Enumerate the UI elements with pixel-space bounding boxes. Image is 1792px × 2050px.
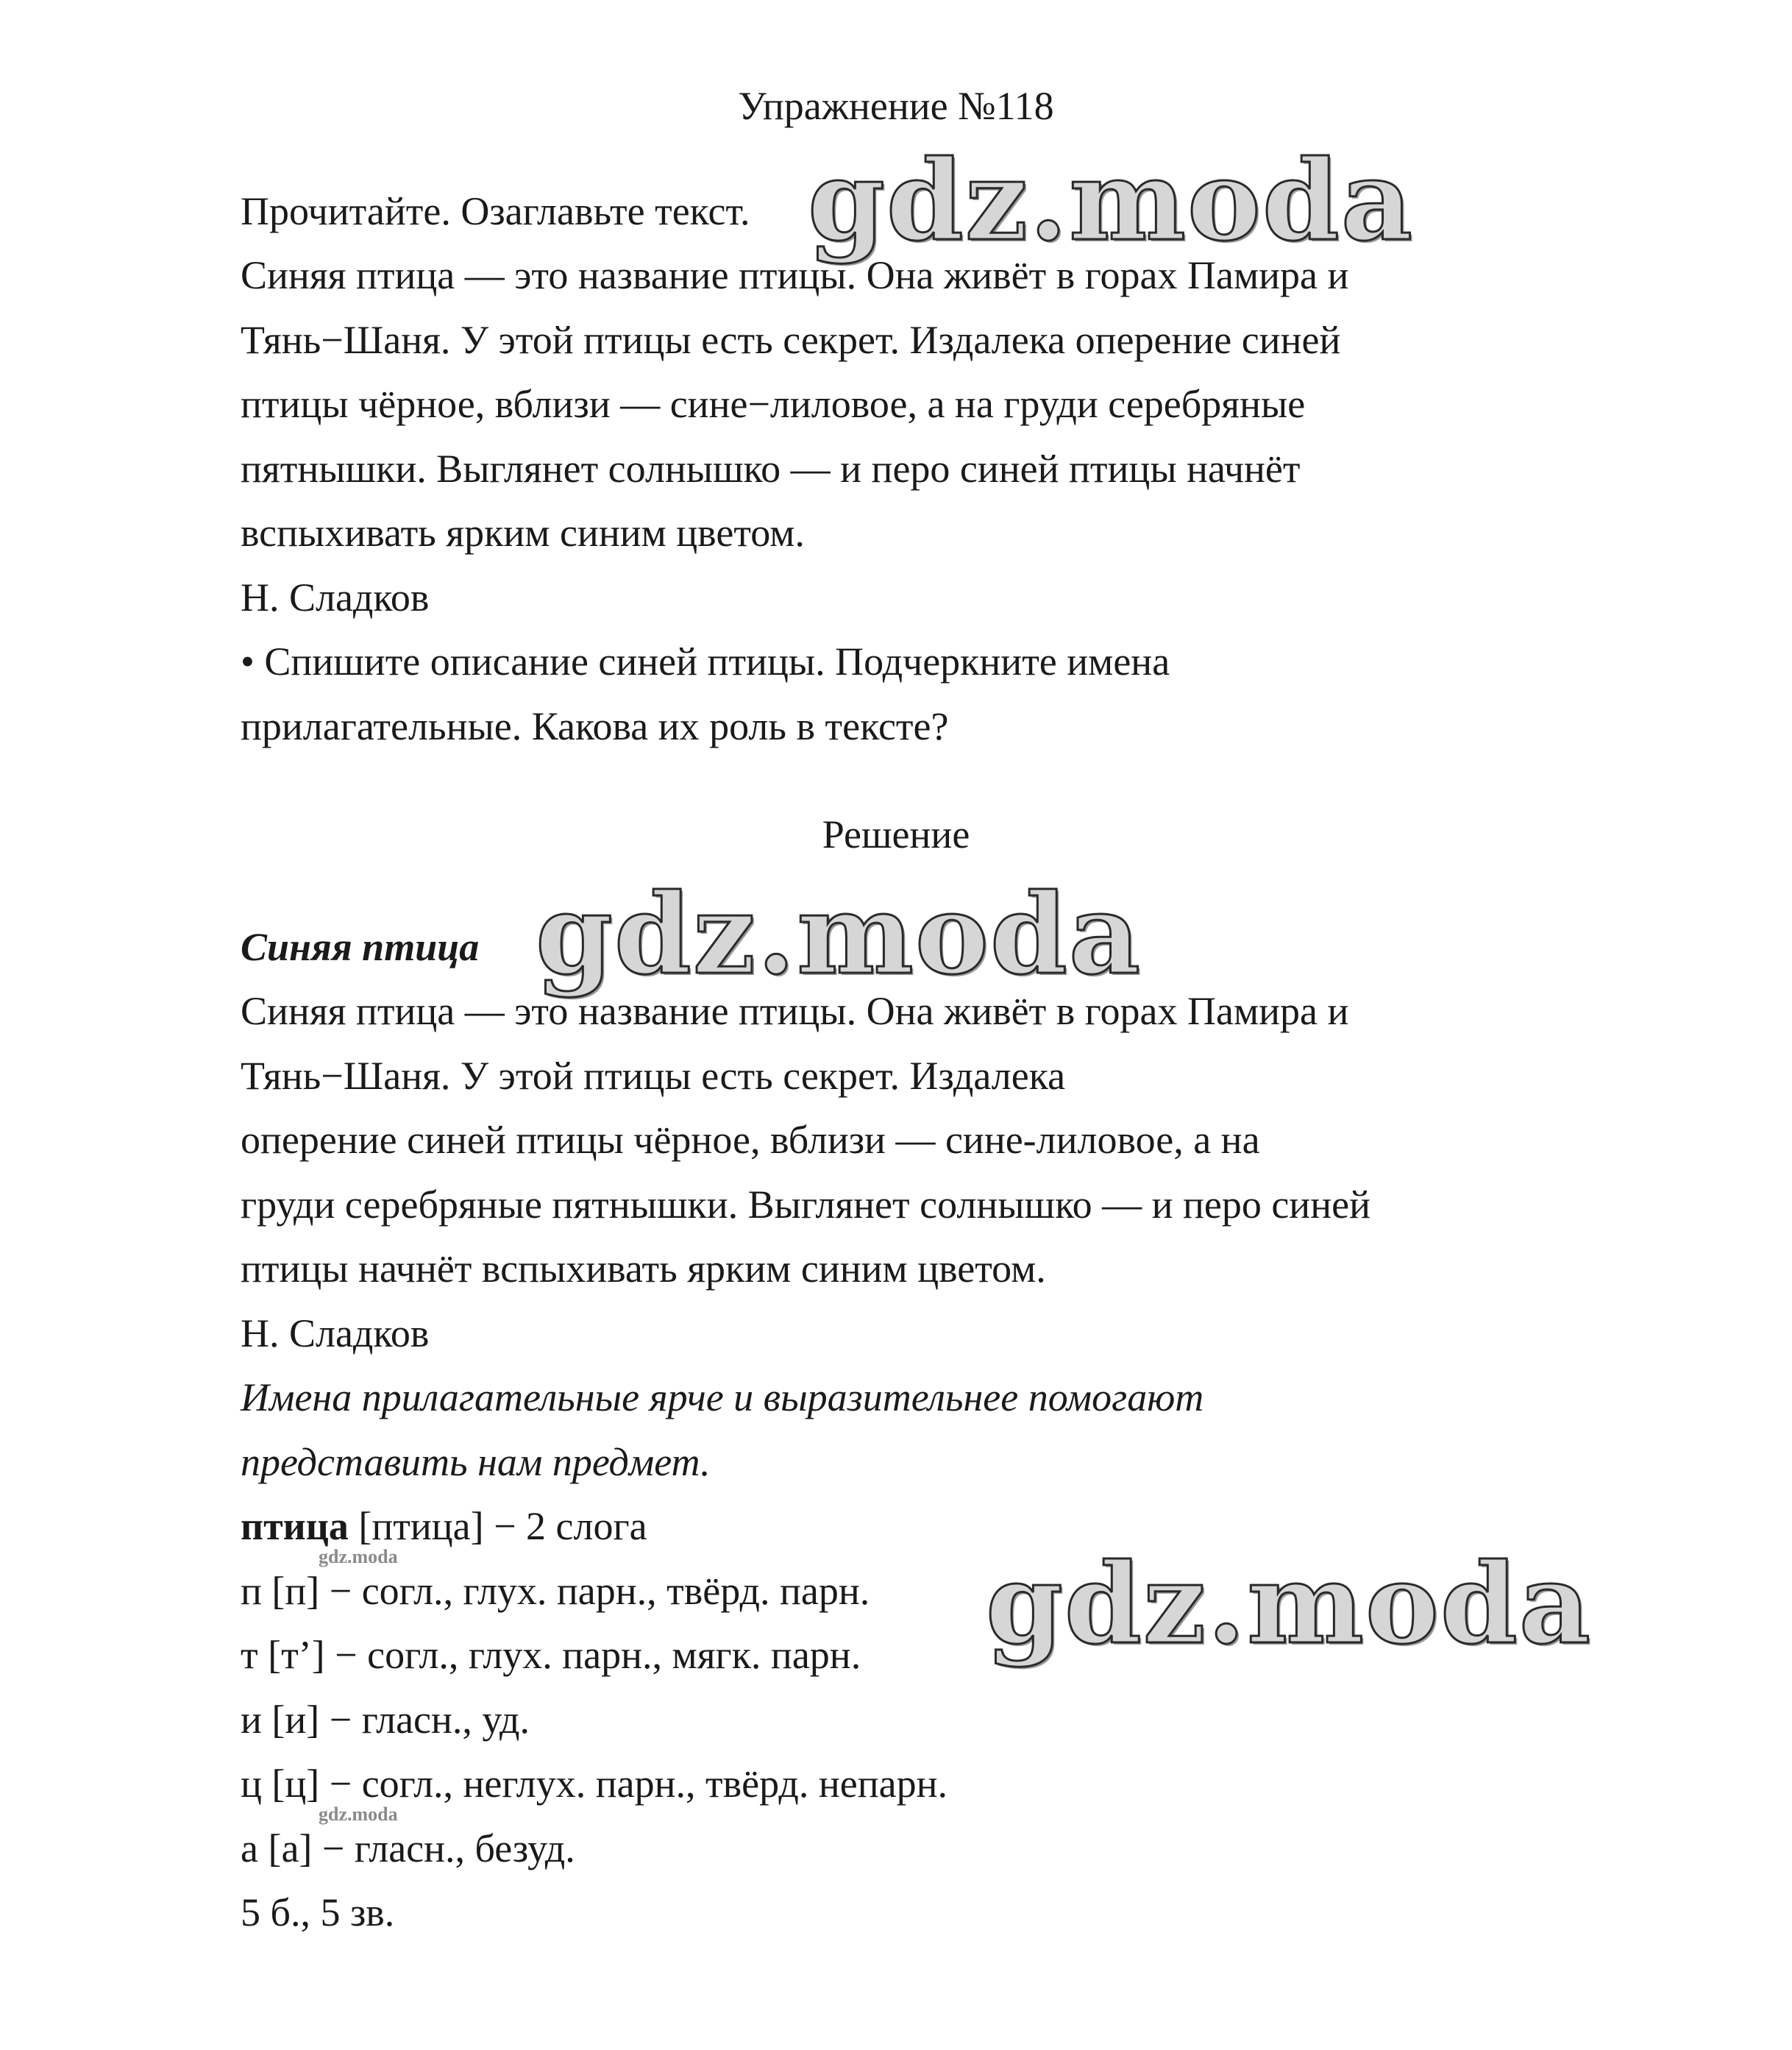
- phonetic-word: птица: [241, 1504, 349, 1548]
- phonetic-letter-line: а [а] − гласн., безуд.: [241, 1826, 575, 1870]
- solution-text-line: груди серебряные пятнышки. Выглянет солнышко — и перо синей: [241, 1182, 1370, 1227]
- phonetic-letter-line: т [т’] − согл., глух. парн., мягк. парн.: [241, 1633, 861, 1677]
- solution-answer-line: представить нам предмет.: [241, 1440, 711, 1484]
- solution-text-line: Синяя птица — это название птицы. Она живёт в горах Памира и: [241, 989, 1349, 1033]
- watermark-small: gdz.moda: [319, 1546, 398, 1567]
- solution-text-line: оперение синей птицы чёрное, вблизи — сине-лиловое, а на: [241, 1118, 1260, 1162]
- exercise-task-line: прилагательные. Какова их роль в тексте?: [241, 704, 949, 748]
- exercise-author: Н. Сладков: [241, 575, 430, 620]
- solution-text-line: Тянь−Шаня. У этой птицы есть секрет. Издалека: [241, 1054, 1066, 1098]
- exercise-instruction: Прочитайте. Озаглавьте текст.: [241, 189, 750, 233]
- watermark-small: gdz.moda: [319, 1803, 398, 1825]
- solution-text-line: птицы начнёт вспыхивать ярким синим цветом.: [241, 1246, 1046, 1291]
- exercise-text-line: пятнышки. Выглянет солнышко — и перо синей птицы начнёт: [241, 447, 1301, 491]
- watermark-logo: gdz.moda: [808, 136, 1415, 266]
- exercise-title: Упражнение №118: [738, 84, 1054, 128]
- watermark-logo: gdz.moda: [536, 870, 1142, 999]
- phonetic-letter-line: и [и] − гласн., уд.: [241, 1698, 530, 1742]
- solution-author: Н. Сладков: [241, 1311, 430, 1355]
- phonetic-letter-line: ц [ц] − согл., неглух. парн., твёрд. непарн.: [241, 1762, 947, 1806]
- phonetic-header: [241, 1503, 647, 1550]
- phonetic-transcription: [птица] − 2 слога: [348, 1504, 647, 1548]
- watermark-logo: gdz.moda: [986, 1539, 1593, 1669]
- phonetic-summary: 5 б., 5 зв.: [241, 1890, 395, 1934]
- solution-answer-line: Имена прилагательные ярче и выразительнее помогают: [241, 1375, 1204, 1419]
- exercise-task-line: • Спишите описание синей птицы. Подчеркните имена: [241, 639, 1170, 684]
- exercise-text-line: Синяя птица — это название птицы. Она живёт в горах Памира и: [241, 253, 1349, 297]
- exercise-text-line: вспыхивать ярким синим цветом.: [241, 511, 805, 555]
- solution-story-title: Синяя птица: [241, 925, 480, 969]
- solution-heading: Решение: [822, 812, 970, 856]
- exercise-text-line: птицы чёрное, вблизи — сине−лиловое, а на груди серебряные: [241, 382, 1306, 426]
- phonetic-letter-line: п [п] − согл., глух. парн., твёрд. парн.: [241, 1569, 870, 1613]
- exercise-text-line: Тянь−Шаня. У этой птицы есть секрет. Издалека оперение синей: [241, 318, 1341, 362]
